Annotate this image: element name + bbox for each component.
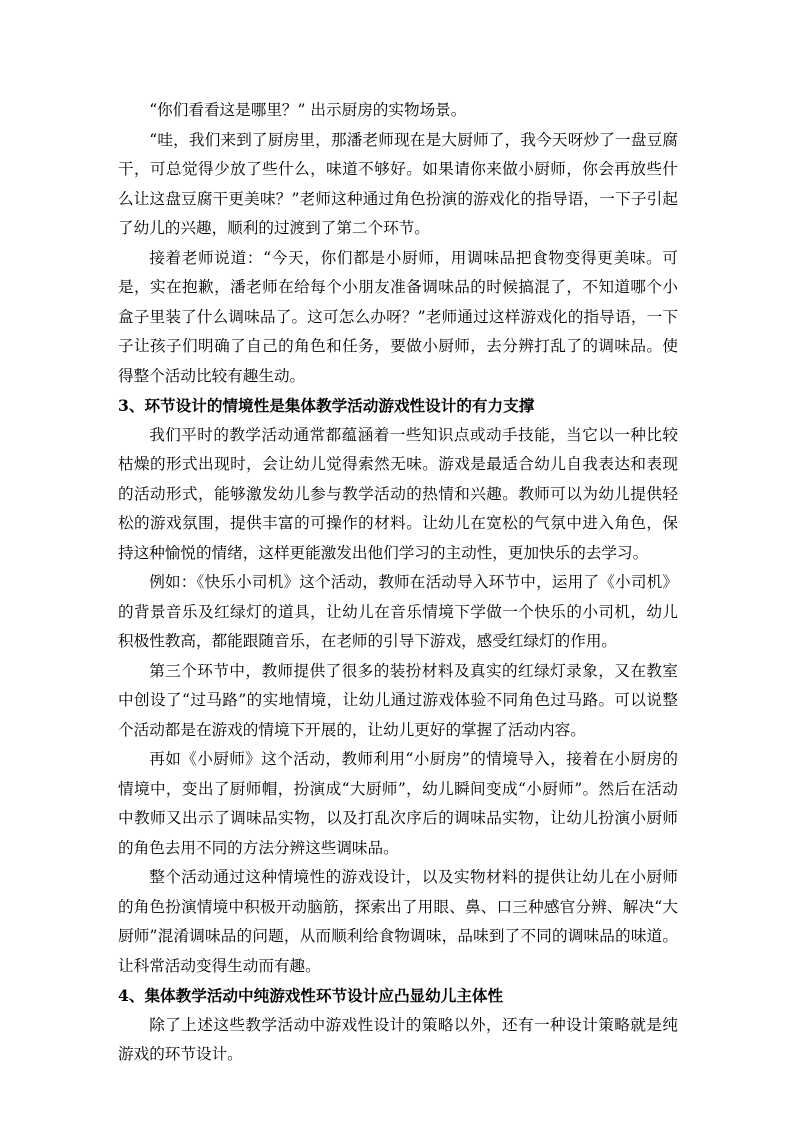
paragraph-5: 例如：《快乐小司机》这个活动，教师在活动导入环节中，运用了《小司机》的背景音乐及红绿灯的道具，让幼儿在音乐情境下学做一个快乐的小司机，幼儿积极性教高，都能跟随音乐，在老师的引导下游戏，感受红绿灯的作用。: [118, 573, 678, 650]
paragraph-8: 整个活动通过这种情境性的游戏设计，以及实物材料的提供让幼儿在小厨师的角色扮演情境中积极开动脑筋，探索出了用眼、鼻、口三种感官分辨、解决“大厨师”混淆调味品的问题，从而顺利给食物调味，品味到了不同的调味品的味道。让科常活动变得生动而有趣。: [118, 868, 678, 975]
paragraph-7: 再如《小厨师》这个活动，教师利用“小厨房”的情境导入，接着在小厨房的情境中，变出了厨师帽，扮演成“大厨师”，幼儿瞬间变成“小厨师”。然后在活动中教师又出示了调味品实物，以及打乱次序后的调味品实物，让幼儿扮演小厨师的角色去用不同的方法分辨这些调味品。: [118, 750, 678, 857]
paragraph-3: 接着老师说道：“今天，你们都是小厨师，用调味品把食物变得更美味。可是，实在抱歉，潘老师在给每个小朋友准备调味品的时候搞混了，不知道哪个小盒子里装了什么调味品了。这可怎么办呀？”老师通过这样游戏化的指导语，一下子让孩子们明确了自己的角色和任务，要做小厨师，去分辨打乱了的调味品。使得整个活动比较有趣生动。: [118, 248, 678, 385]
paragraph-1: “你们看看这是哪里？” 出示厨房的实物场景。: [149, 101, 467, 119]
section-heading-3: 3、环节设计的情境性是集体教学活动游戏性设计的有力支撑: [118, 396, 535, 415]
paragraph-9: 除了上述这些教学活动中游戏性设计的策略以外，还有一种设计策略就是纯游戏的环节设计。: [118, 1015, 678, 1063]
section-heading-4: 4、集体教学活动中纯游戏性环节设计应凸显幼儿主体性: [118, 986, 504, 1005]
document-page: [118, 96, 678, 1070]
paragraph-6: 第三个环节中，教师提供了很多的装扮材料及真实的红绿灯录象，又在教室中创设了“过马路”的实地情境，让幼儿通过游戏体验不同角色过马路。可以说整个活动都是在游戏的情境下开展的，让幼儿更好的掌握了活动内容。: [118, 661, 678, 739]
paragraph-4: 我们平时的教学活动通常都蕴涵着一些知识点或动手技能，当它以一种比较枯燥的形式出现时，会让幼儿觉得索然无味。游戏是最适合幼儿自我表达和表现的活动形式，能够激发幼儿参与教学活动的热情和兴趣。教师可以为幼儿提供轻松的游戏氛围，提供丰富的可操作的材料。让幼儿在宽松的气氛中进入角色，保持这种愉悦的情绪，这样更能激发出他们学习的主动性，更加快乐的去学习。: [118, 425, 678, 562]
paragraph-2: “哇，我们来到了厨房里，那潘老师现在是大厨师了，我今天呀炒了一盘豆腐干，可总觉得少放了些什么，味道不够好。如果请你来做小厨师，你会再放些什么让这盘豆腐干更美味？”老师这种通过角色扮演的游戏化的指导语，一下子引起了幼儿的兴趣，顺利的过渡到了第二个环节。: [118, 130, 678, 237]
